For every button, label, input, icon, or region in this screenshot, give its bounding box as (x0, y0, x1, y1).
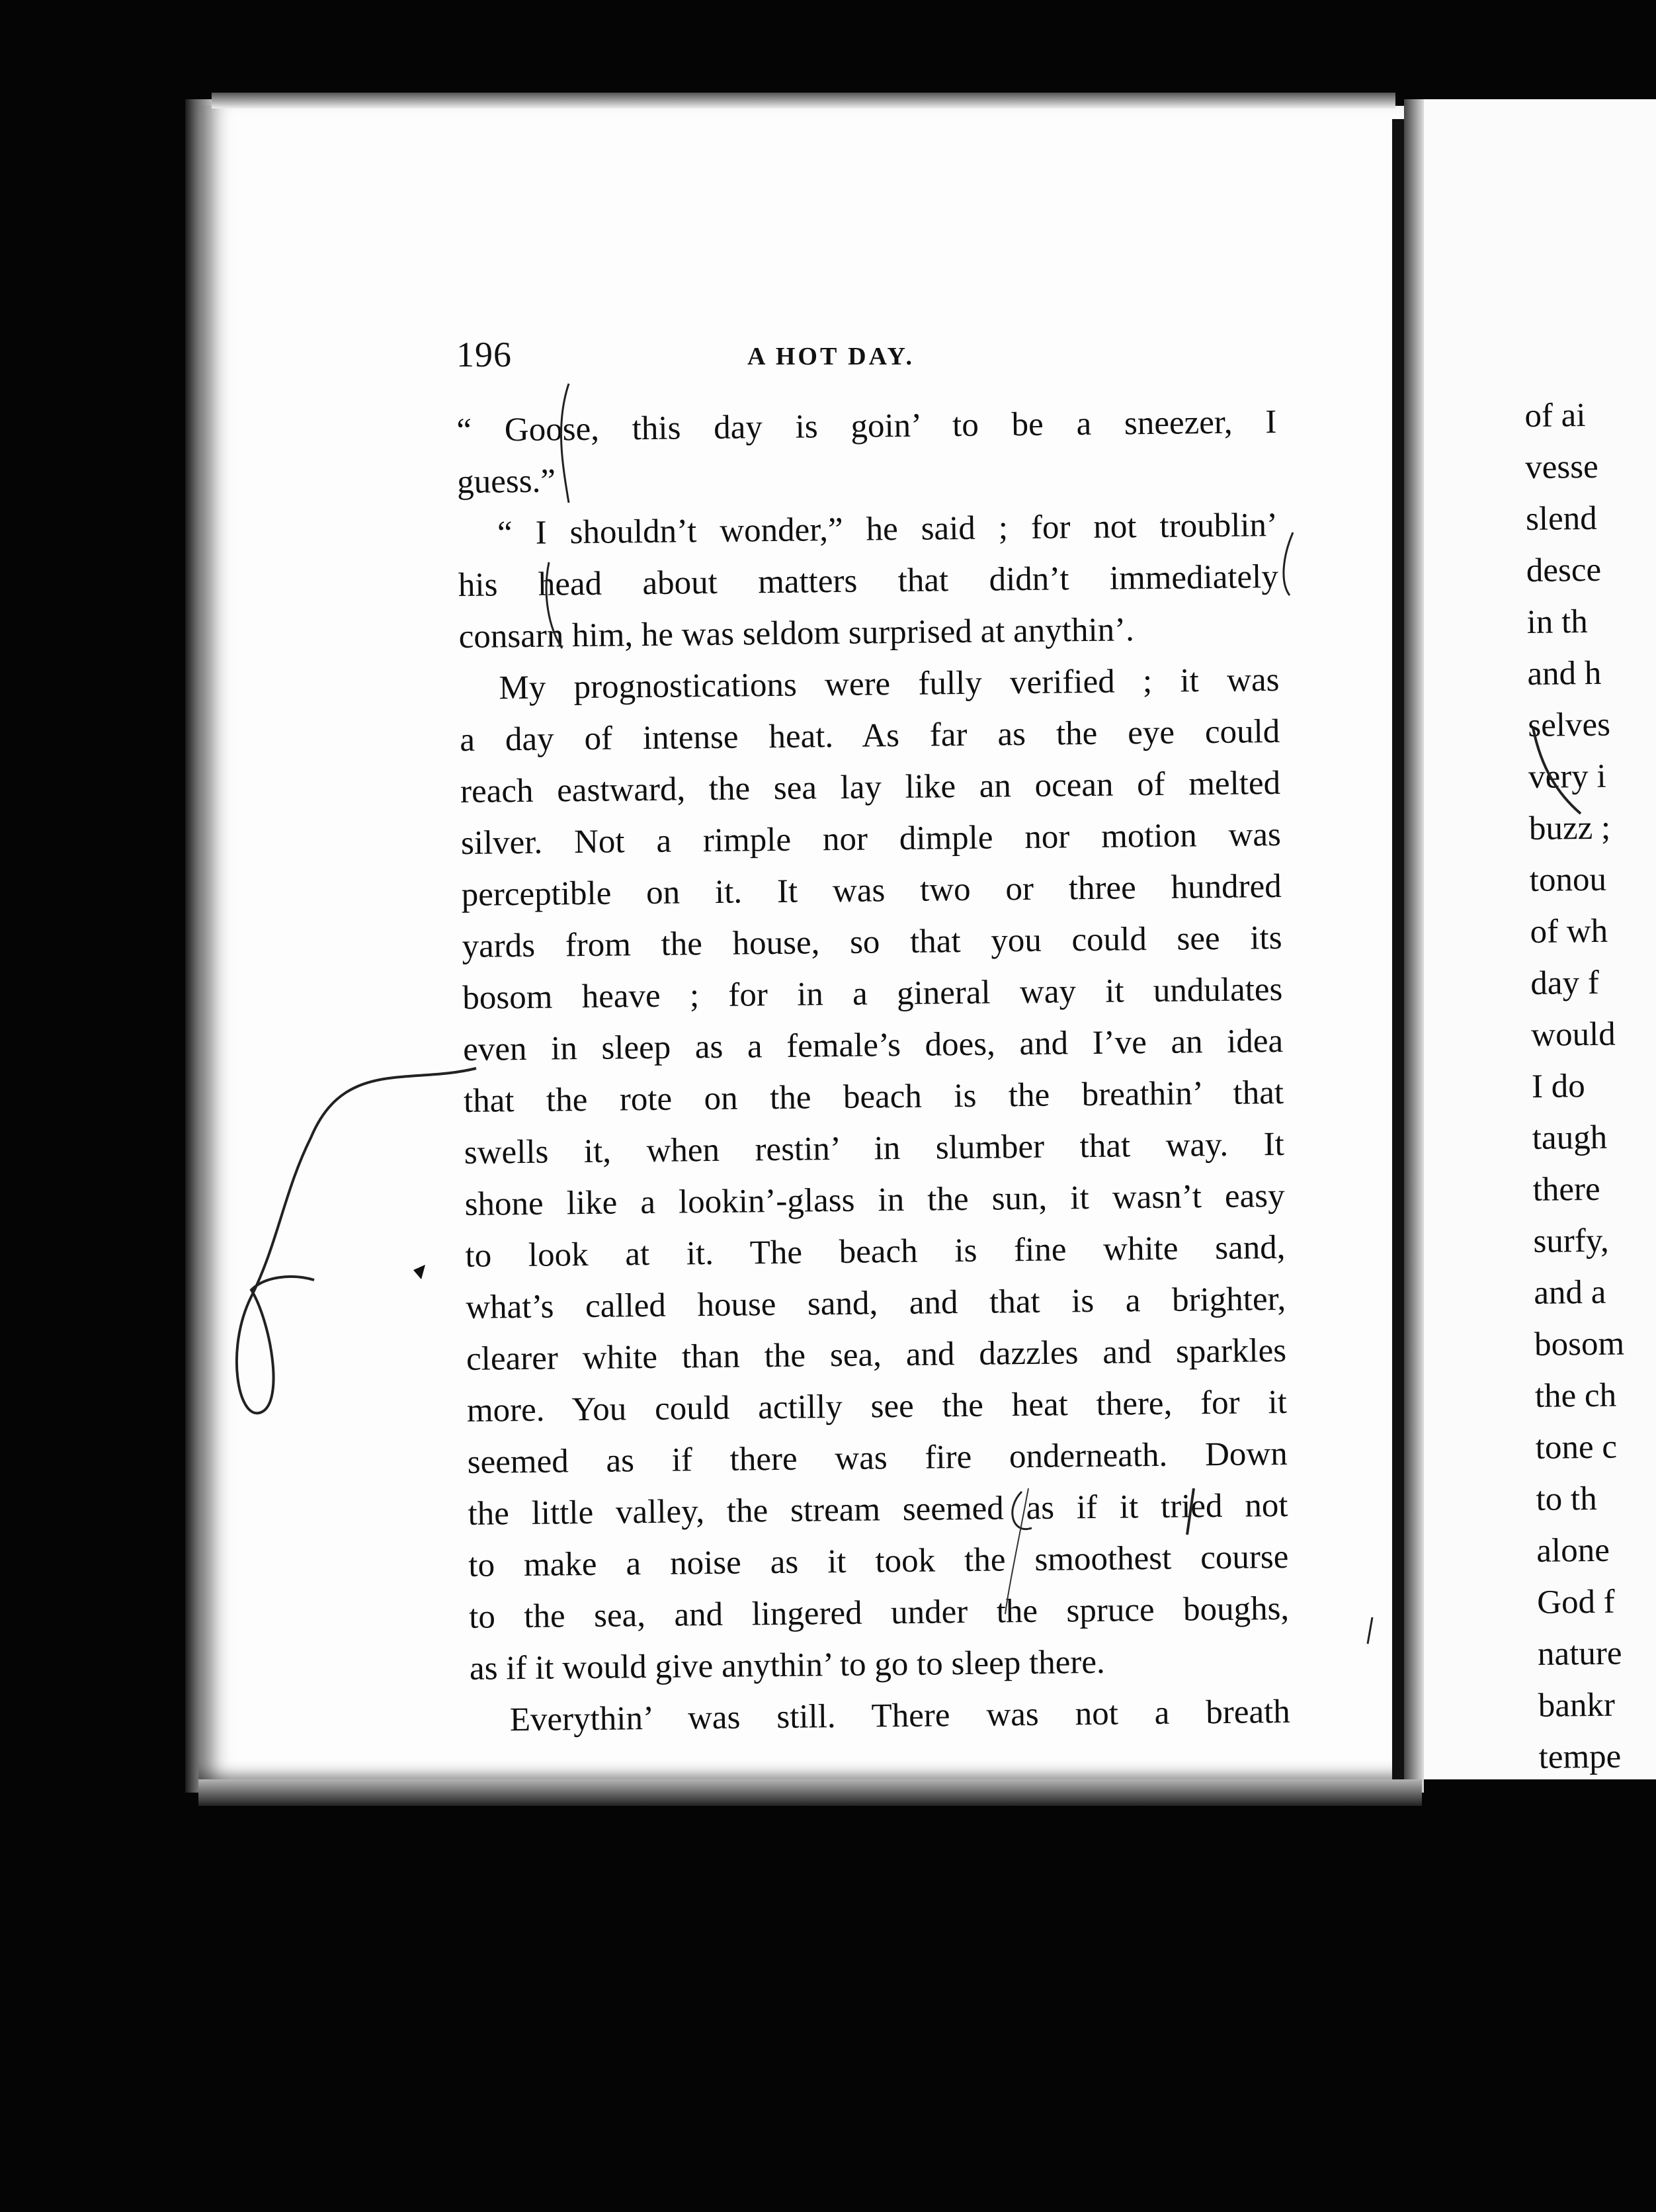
right-page-line: tonou (1529, 861, 1607, 899)
text-line: seemed as if there was fire onderneath. Down (467, 1435, 1288, 1481)
text-line: “ Goose, this day is goin’ to be a sneezer, I (456, 404, 1277, 449)
right-page-line: alone (1536, 1531, 1610, 1570)
right-page-line: and a (1534, 1273, 1606, 1312)
text-line: yards from the house, so that you could see its (462, 919, 1282, 965)
gutter-shadow (1404, 99, 1424, 1793)
right-page-line: of ai (1524, 397, 1586, 435)
running-head (456, 334, 1276, 387)
text-line: more. You could actilly see the heat there, for it (466, 1383, 1288, 1429)
text-line: guess.” (456, 462, 556, 501)
page-top-edge (212, 93, 1395, 108)
right-page-line: taugh (1532, 1119, 1608, 1157)
text-line: swells it, when restin’ in slumber that way. It (464, 1125, 1285, 1171)
right-page-line: of wh (1530, 912, 1608, 951)
text-line: as if it would give anythin’ to go to sleep there. (469, 1643, 1106, 1687)
text-line: that the rote on the beach is the breathin’ that (463, 1074, 1284, 1120)
page-bottom-edge (198, 1779, 1422, 1806)
text-line: even in sleep as a female’s does, and I’ve an idea (462, 1022, 1284, 1068)
right-page-line: tempe (1538, 1738, 1622, 1776)
page-number: 196 (456, 335, 512, 374)
right-page-line: and h (1527, 654, 1602, 693)
text-line: consarn him, he was seldom surprised at anythin’. (458, 611, 1135, 656)
right-page-line: vesse (1524, 448, 1598, 486)
right-page-line: very i (1528, 757, 1606, 796)
right-page-line: nature (1537, 1635, 1622, 1673)
text-line: shone like a lookin’-glass in the sun, it wasn’t easy (464, 1177, 1285, 1223)
text-line: reach eastward, the sea lay like an ocean of melted (460, 764, 1281, 810)
right-page-line: selves (1528, 706, 1611, 744)
right-page-line: tone c (1535, 1428, 1618, 1467)
right-page-line: buzz ; (1528, 809, 1611, 847)
book-gutter (1392, 119, 1404, 1786)
right-page-line: the ch (1534, 1377, 1617, 1415)
text-line: the little valley, the stream seemed as if it tried not (468, 1486, 1288, 1533)
running-head-title: A HOT DAY. (747, 343, 915, 370)
right-page-line: desce (1526, 551, 1602, 589)
right-page-line: bankr (1538, 1686, 1616, 1724)
right-page-line: day f (1530, 964, 1600, 1002)
text-line: a day of intense heat. As far as the eye could (460, 712, 1280, 759)
right-page-line: to th (1536, 1480, 1597, 1518)
right-page-line: slend (1525, 499, 1597, 538)
right-page-line: in th (1526, 603, 1589, 641)
right-page-text (1524, 388, 1656, 1783)
right-page-line: bosom (1534, 1325, 1625, 1363)
text-line: “ I shouldn’t wonder,” he said ; for not troublin’ (497, 507, 1278, 552)
text-line: perceptible on it. It was two or three hundred (461, 867, 1282, 914)
text-line: to make a noise as it took the smoothest course (468, 1538, 1289, 1584)
right-page-line: I do (1531, 1068, 1586, 1105)
text-line: his head about matters that didn’t immediately (458, 558, 1279, 604)
text-line: My prognostications were fully verified ; it was (499, 661, 1280, 707)
text-line: to the sea, and lingered under the spruce boughs, (468, 1590, 1290, 1636)
body-text (456, 396, 1290, 1746)
text-line: silver. Not a rimple nor dimple nor motion was (460, 816, 1282, 862)
right-page-line: there (1532, 1170, 1600, 1209)
text-line: bosom heave ; for in a gineral way it undulates (462, 970, 1283, 1017)
right-page-line: God f (1536, 1583, 1616, 1621)
text-line: clearer white than the sea, and dazzles and sparkles (466, 1332, 1287, 1378)
right-page-line: would (1530, 1015, 1616, 1054)
text-line: to look at it. The beach is fine white sand, (465, 1228, 1286, 1275)
right-page-line: surfy, (1533, 1222, 1610, 1260)
text-line: Everythin’ was still. There was not a breath (509, 1693, 1291, 1739)
text-line: what’s called house sand, and that is a brighter, (466, 1280, 1286, 1326)
